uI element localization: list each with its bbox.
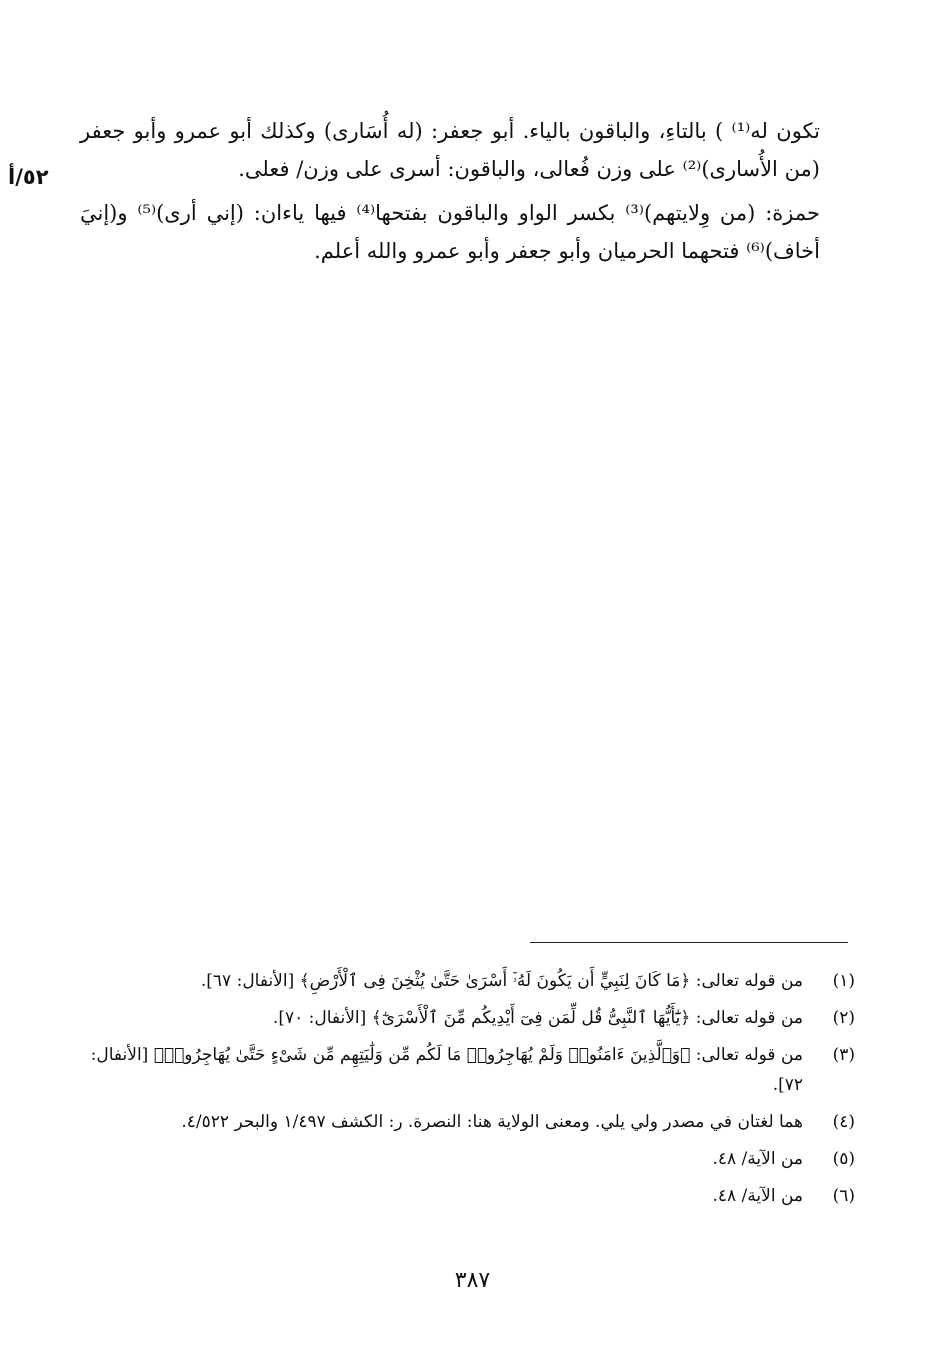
footnote-text: من الآية/ ٤٨. [712,1149,803,1169]
margin-folio-note: ٥٢/أ [8,165,49,189]
footnote-number: (٥) [832,1149,855,1169]
main-paragraph-1: تكون له⁽¹⁾ ) بالتاءِ، والباقون بالياء. أبو جعفر: (له أُسَارى) وكذلك أبو عمرو وأبو جعفر (من الأُسارى)⁽²⁾ على وزن فُعالى، والباقون: أسرى على وزن/ فعلى. [80,119,820,181]
footnote-text: من قوله تعالى: ﴿مَا كَانَ لِنَبِيٍّ أَن يَكُونَ لَهُۥٓ أَسْرَىٰ حَتَّىٰ يُثْخِنَ فِى ٱلْأَرْضِ﴾ [الأنفال: ٦٧]. [200,971,803,991]
footnote-item [85,1144,855,1174]
footnote-text: هما لغتان في مصدر ولي يلي. ومعنى الولاية هنا: النصرة. ر: الكشف ١/٤٩٧ والبحر ٤/٥٢٢. [181,1112,803,1132]
footnote-text: من قوله تعالى: ﴿وَٱلَّذِينَ ءَامَنُوا۟ وَلَمْ يُهَاجِرُوا۟ مَا لَكُم مِّن وَلَٰيَتِهِم مِّن شَىْءٍ حَتَّىٰ يُهَاجِرُوا۟﴾ [الأنفال: ٧٢]. [90,1045,803,1095]
main-text [80,112,820,270]
page-number: ٣٨٧ [454,1268,491,1293]
footnote-number: (٦) [832,1186,855,1206]
main-paragraph-2: حمزة: (من وِلايتهم)⁽³⁾ بكسر الواو والباقون بفتحها⁽⁴⁾ فيها ياءان: (إني أرى)⁽⁵⁾ و(إنيَ أخاف)⁽⁶⁾ فتحهما الحرميان وأبو جعفر وأبو عمرو والله أعلم. [80,201,820,263]
footnote-text: من قوله تعالى: ﴿يَٰٓأَيُّهَا ٱلنَّبِىُّ قُل لِّمَن فِىٓ أَيْدِيكُم مِّنَ ٱلْأَسْرَىٰٓ﴾ [الأنفال: ٧٠]. [272,1008,803,1028]
footnote-number: (٤) [832,1112,855,1132]
footnote-item [85,1107,855,1137]
footnote-item [85,1003,855,1033]
footnote-number: (٣) [832,1045,855,1065]
footnote-text: من الآية/ ٤٨. [712,1186,803,1206]
footnote-item [85,966,855,996]
footnote-item [85,1181,855,1211]
footnote-number: (١) [832,971,855,991]
footnote-number: (٢) [832,1008,855,1028]
footnote-divider [530,942,848,943]
footnote-item [85,1040,855,1100]
footnotes [85,966,855,1218]
